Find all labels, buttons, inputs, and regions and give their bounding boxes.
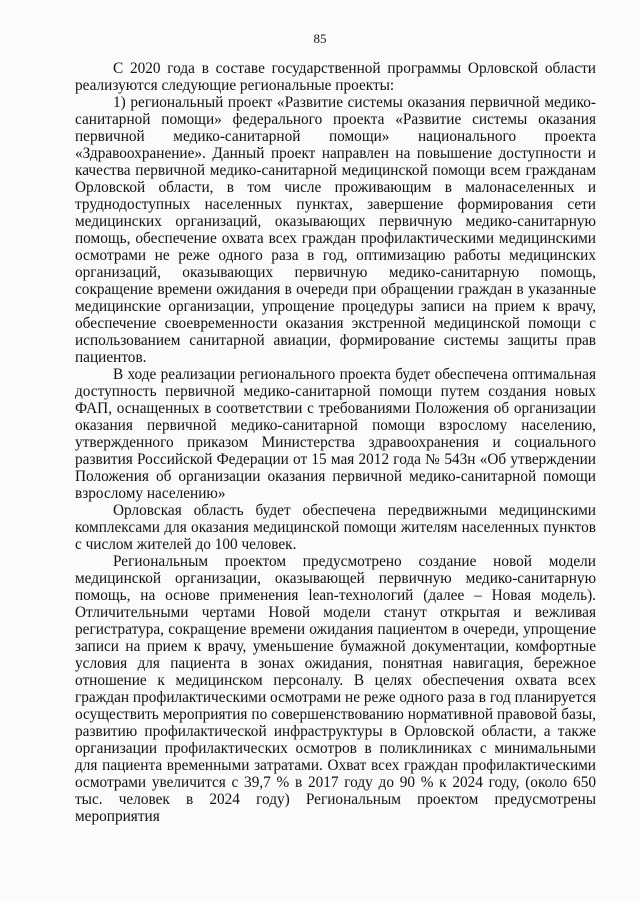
paragraph-intro: С 2020 года в составе государственной программы Орловской области реализуются следующие региональные проекты: (75, 60, 596, 94)
document-body (75, 60, 596, 825)
page-number: 85 (313, 31, 327, 46)
paragraph-project-1: 1) региональный проект «Развитие системы оказания первичной медико-санитарной помощи» федерального проекта «Развитие системы оказания первичной медико-санитарной помощи» национального проекта «Здравоохранение». Данный проект направлен на повышение доступности и качества первичной медико-санитарной медицинской помощи всем гражданам Орловской области, в том числе проживающим в малонаселенных и труднодоступных населенных пунктах, завершение формирования сети медицинских организаций, оказывающих первичную медико-санитарную помощь, обеспечение охвата всех граждан профилактическими медицинскими осмотрами не реже одного раза в год, оптимизацию работы медицинских организаций, оказывающих первичную медико-санитарную помощь, сокращение времени ожидания в очереди при обращении граждан в указанные медицинские организации, упрощение процедуры записи на прием к врачу, обеспечение своевременности оказания экстренной медицинской помощи с использованием санитарной авиации, формирование системы защиты прав пациентов. (75, 94, 596, 366)
paragraph-mobile-complexes: Орловская область будет обеспечена передвижными медицинскими комплексами для оказания медицинской помощи жителям населенных пунктов с числом жителей до 100 человек. (75, 502, 596, 553)
paragraph-accessibility: В ходе реализации регионального проекта будет обеспечена оптимальная доступность первичной медико-санитарной помощи путем создания новых ФАП, оснащенных в соответствии с требованиями Положения об организации оказания первичной медико-санитарной помощи взрослому населению, утвержденного приказом Министерства здравоохранения и социального развития Российской Федерации от 15 мая 2012 года № 543н «Об утверждении Положения об организации оказания первичной медико-санитарной помощи взрослому населению» (75, 366, 596, 502)
paragraph-new-model: Региональным проектом предусмотрено создание новой модели медицинской организации, оказывающей первичную медико-санитарную помощь, на основе применения lean-технологий (далее – Новая модель). Отличительными чертами Новой модели станут открытая и вежливая регистратура, сокращение времени ожидания пациентом в очереди, упрощение записи на прием к врачу, уменьшение бумажной документации, комфортные условия для пациента в зонах ожидания, понятная навигация, бережное отношение к медицинском персоналу. В целях обеспечения охвата всех граждан профилактическими осмотрами не реже одного раза в год планируется осуществить мероприятия по совершенствованию нормативной правовой базы, развитию профилактической инфраструктуры в Орловской области, а также организации профилактических осмотров в поликлиниках с минимальными для пациента временными затратами. Охват всех граждан профилактическими осмотрами увеличится с 39,7 % в 2017 году до 90 % к 2024 году, (около 650 тыс. человек в 2024 году) Региональным проектом предусмотрены мероприятия (75, 553, 596, 825)
